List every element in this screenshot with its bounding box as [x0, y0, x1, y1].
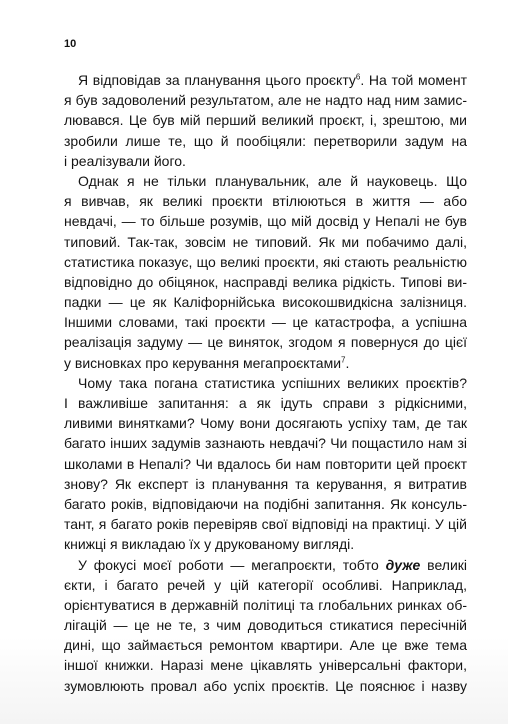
emphasis: дуже [385, 556, 421, 573]
text-line [64, 191, 467, 211]
line-text: школами в Непалі? Чи вдалось би нам повторити цей проєкт [64, 455, 467, 472]
text-line [64, 110, 467, 130]
paragraph [64, 555, 467, 696]
line-text: лювався. Це був мій перший великий проєкт, і, зрештою, ми [64, 112, 467, 129]
line-text: реалізація задуму — це виняток, згодом я повернуся до цієї [64, 334, 467, 351]
line-text: Я відповідав за планування цього проєкту [78, 72, 356, 88]
line-text: невдачі, — то більше розумів, що мій досвід у Непалі не був [64, 213, 467, 230]
line-text: Чому така погана статистика успішних великих проєктів? [78, 374, 467, 391]
line-text-after: великі [427, 556, 467, 573]
text-line [64, 90, 467, 110]
page-number: 10 [64, 38, 77, 50]
text-line [64, 655, 467, 675]
text-line [64, 232, 467, 252]
text-line [64, 70, 467, 90]
paragraph [64, 373, 467, 555]
line-text: я був задоволений результатом, але не надто над ним замис- [64, 92, 467, 109]
line-text: статистика показує, що великі проєкти, які стають реальністю [64, 253, 467, 270]
text-line [64, 131, 467, 151]
text-line [64, 635, 467, 655]
line-text: падки — це як Каліфорнійська високошвидкісна залізниця. [64, 294, 467, 311]
text-line [64, 514, 467, 534]
text-line [64, 534, 467, 554]
text-line [64, 211, 467, 231]
text-line [64, 433, 467, 453]
footnote-ref: 6 [355, 72, 361, 82]
text-line [64, 615, 467, 635]
line-text: І важливіше запитання: а як ідуть справи з рідкісними, [64, 395, 467, 411]
text-line [64, 272, 467, 292]
line-text: Іншими словами, такі проєкти — це катастрофа, а успішна [64, 314, 467, 331]
text-line [64, 312, 467, 332]
line-text-after: . На той момент [360, 72, 467, 88]
line-text: типовий. Так-так, зовсім не типовий. Як ми побачимо далі, [64, 233, 467, 250]
line-text: зумовлюють провал або успіх проєктів. Це пояснює і назву [64, 677, 467, 694]
body-text [64, 70, 467, 696]
text-line [64, 252, 467, 272]
text-line [64, 454, 467, 474]
line-text: я вивчав, як великі проєкти втілюються в життя — або [64, 193, 467, 210]
line-text: дині, що займається ремонтом квартири. Але це вже тема [64, 637, 467, 654]
text-line [64, 373, 467, 393]
text-line [64, 494, 467, 514]
text-line [64, 171, 467, 191]
text-line [64, 353, 467, 373]
text-line [64, 413, 467, 433]
line-text: зробили лише те, що й пообіцяли: перетворили задум на [64, 132, 467, 149]
text-line [64, 393, 467, 413]
paragraph [64, 171, 467, 373]
text-line [64, 555, 467, 575]
line-text-after: . [345, 354, 350, 371]
line-text: У фокусі моєї роботи — мегапроєкти, тобто [78, 556, 386, 573]
line-text: ливими винятками? Чому вони досягають успіху там, де так [64, 415, 467, 432]
text-line [64, 474, 467, 494]
footnote-ref: 7 [341, 354, 346, 364]
text-line [64, 332, 467, 352]
text-line [64, 151, 467, 171]
line-text: Однак я не тільки планувальник, але й науковець. Що [78, 172, 467, 189]
line-text: знову? Як експерт із планування та керування, я витратив [64, 475, 467, 492]
line-text: багато років, відповідаючи на подібні запитання. Як консуль- [64, 495, 467, 512]
line-text: орієнтуватися в державній політиці та глобальних ринках об- [64, 596, 467, 613]
line-text: книжці я викладаю їх у друкованому вигляді. [64, 536, 355, 553]
text-line [64, 292, 467, 312]
line-text: іншої книжки. Наразі мене цікавлять універсальні фактори, [64, 657, 467, 674]
text-line [64, 595, 467, 615]
line-text: лігацій — це не те, з чим доводиться стикатися пересічній [64, 617, 467, 634]
paragraph [64, 70, 467, 171]
line-text: у висновках про керування мегапроєктами [64, 354, 342, 371]
line-text: єкти, і багато речей у цій категорії особливі. Наприклад, [64, 576, 467, 593]
line-text: тант, я багато років перевіряв свої відповіді на практиці. У цій [64, 516, 467, 533]
line-text: багато інших задумів зазнають невдачі? Чи пощастило нам зі [64, 435, 467, 452]
line-text: відповідно до обіцянок, насправді велика рідкість. Типові ви- [64, 273, 467, 290]
text-line [64, 676, 467, 696]
text-line [64, 575, 467, 595]
line-text: і реалізували його. [64, 152, 186, 169]
